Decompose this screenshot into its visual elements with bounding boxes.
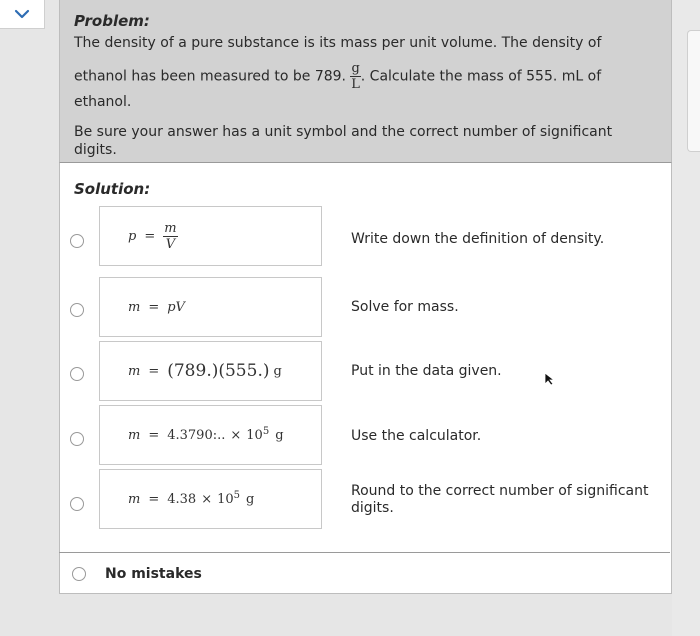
step-3-equals: = bbox=[148, 363, 160, 379]
no-mistakes-radio[interactable] bbox=[72, 567, 86, 581]
step-5-lhs: m bbox=[128, 491, 141, 507]
step-5-exponent: 5 bbox=[233, 489, 241, 501]
step-4-exponent: 5 bbox=[262, 425, 270, 437]
step-2-equals: = bbox=[148, 299, 160, 315]
step-5-description bbox=[351, 483, 661, 517]
step-4-unit: g bbox=[275, 427, 284, 443]
side-panel-tab[interactable] bbox=[687, 30, 700, 152]
step-1-description: Write down the definition of density. bbox=[351, 231, 605, 247]
mouse-cursor-icon bbox=[544, 372, 556, 386]
problem-panel bbox=[59, 0, 672, 162]
step-4-lhs: m bbox=[128, 427, 141, 443]
step-1-numerator: m bbox=[164, 220, 177, 236]
step-5-description-line-1: Round to the correct number of significant bbox=[351, 483, 649, 499]
step-1-equation-box[interactable] bbox=[99, 206, 322, 266]
problem-text-line-2 bbox=[74, 62, 601, 91]
step-3-volume-value: (555.) bbox=[218, 361, 270, 381]
step-5-unit: g bbox=[246, 491, 255, 507]
step-5-equation-box[interactable] bbox=[99, 469, 322, 529]
step-2-equation bbox=[128, 278, 185, 336]
chevron-down-icon bbox=[14, 9, 30, 19]
step-1-fraction bbox=[163, 222, 177, 251]
step-3-equation-box[interactable] bbox=[99, 341, 322, 401]
step-5-coefficient: 4.38 bbox=[167, 491, 197, 507]
step-5-times: × bbox=[201, 491, 213, 507]
step-1-equals: = bbox=[144, 228, 156, 244]
step-2-description: Solve for mass. bbox=[351, 299, 459, 315]
step-4-times: × bbox=[230, 427, 242, 443]
step-5-equals: = bbox=[148, 491, 160, 507]
density-unit-fraction bbox=[350, 62, 360, 91]
step-4-coefficient: 4.3790:.. bbox=[167, 427, 226, 443]
step-5-equation bbox=[128, 470, 254, 528]
step-1-lhs: p bbox=[128, 228, 137, 244]
step-2-radio[interactable] bbox=[70, 303, 84, 317]
step-4-equals: = bbox=[148, 427, 160, 443]
step-1-equation bbox=[128, 207, 178, 265]
solution-panel bbox=[59, 162, 672, 553]
problem-text-line-2-start: ethanol has been measured to be 789. bbox=[74, 68, 346, 85]
problem-text-line-2-end: . Calculate the mass of 555. mL of bbox=[360, 68, 602, 85]
step-2-equation-box[interactable] bbox=[99, 277, 322, 337]
step-5-base: 10 bbox=[217, 491, 234, 507]
step-5-description-line-2: digits. bbox=[351, 500, 394, 516]
problem-title: Problem: bbox=[74, 12, 150, 30]
problem-text-line-3: ethanol. bbox=[74, 94, 132, 110]
step-3-description: Put in the data given. bbox=[351, 363, 502, 379]
unit-denominator: L bbox=[351, 77, 360, 92]
step-2-rhs: pV bbox=[167, 299, 185, 315]
solution-title: Solution: bbox=[74, 180, 151, 198]
instruction-line-1: Be sure your answer has a unit symbol and the correct number of significant bbox=[74, 124, 613, 140]
step-4-radio[interactable] bbox=[70, 432, 84, 446]
step-3-equation bbox=[128, 342, 282, 400]
collapse-button[interactable] bbox=[0, 0, 45, 29]
step-3-density-value: (789.) bbox=[167, 361, 219, 381]
step-4-base: 10 bbox=[246, 427, 263, 443]
unit-numerator: g bbox=[351, 61, 360, 76]
step-3-unit: g bbox=[273, 363, 282, 379]
step-1-radio[interactable] bbox=[70, 234, 84, 248]
step-4-equation bbox=[128, 406, 284, 464]
step-3-lhs: m bbox=[128, 363, 141, 379]
step-1-denominator: V bbox=[165, 236, 176, 252]
step-4-equation-box[interactable] bbox=[99, 405, 322, 465]
no-mistakes-label: No mistakes bbox=[105, 566, 202, 582]
step-5-radio[interactable] bbox=[70, 497, 84, 511]
no-mistakes-option[interactable] bbox=[59, 553, 672, 594]
problem-text-line-1: The density of a pure substance is its mass per unit volume. The density of bbox=[74, 35, 602, 51]
instruction-line-2: digits. bbox=[74, 142, 117, 158]
step-3-radio[interactable] bbox=[70, 367, 84, 381]
step-4-description: Use the calculator. bbox=[351, 428, 482, 444]
step-2-lhs: m bbox=[128, 299, 141, 315]
